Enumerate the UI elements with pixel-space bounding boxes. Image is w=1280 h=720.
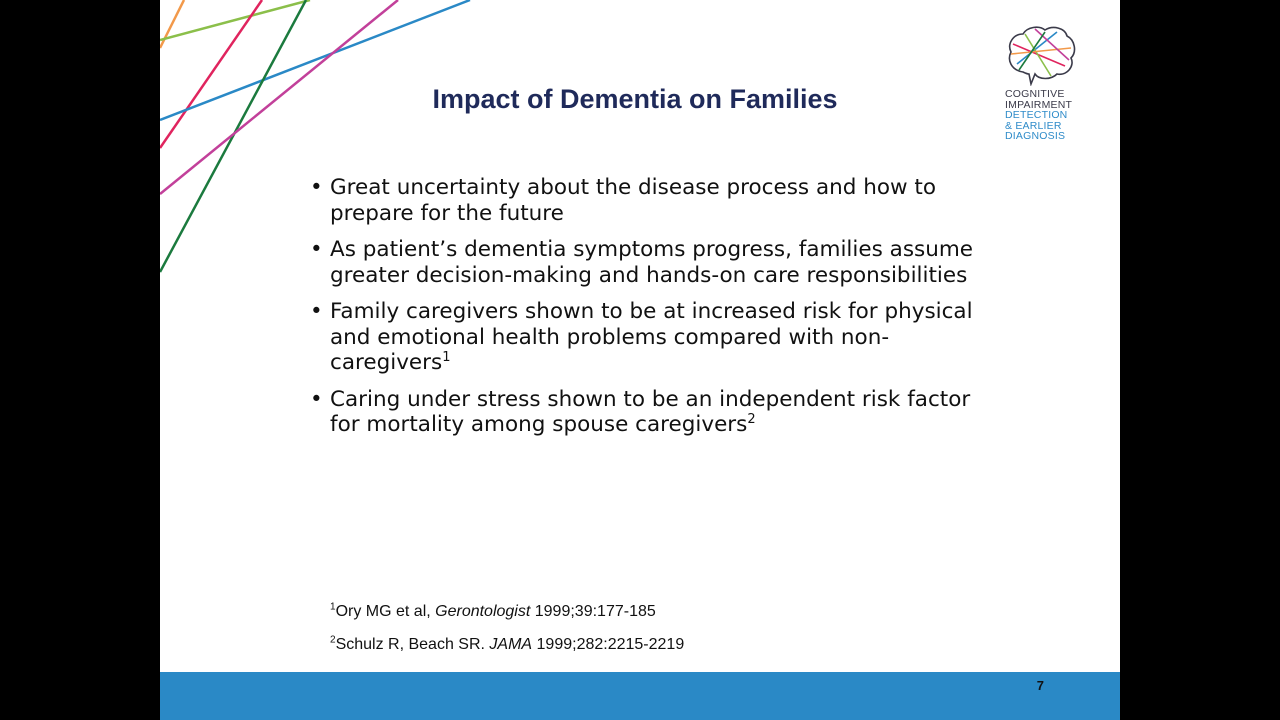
bullet-item — [308, 387, 978, 438]
reference-citation: 1999;39:177-185 — [530, 603, 656, 620]
reference-number: 1 — [330, 601, 336, 613]
bullet-text: As patient’s dementia symptoms progress, families assume greater decision-making and hands-on care responsibilities — [330, 237, 974, 288]
reference-journal: Gerontologist — [435, 603, 531, 620]
bullet-text: Great uncertainty about the disease process and how to prepare for the future — [330, 175, 937, 226]
reference-item — [330, 603, 684, 625]
slide-title: Impact of Dementia on Families — [432, 84, 838, 114]
logo-line-2: IMPAIRMENT — [1005, 98, 1073, 111]
reference-journal: JAMA — [489, 636, 533, 653]
bullet-text: Caring under stress shown to be an independent risk factor for mortality among spouse caregivers — [330, 386, 971, 437]
references — [330, 603, 684, 669]
bullet-glyph: • — [310, 175, 323, 200]
bullet-glyph: • — [310, 237, 323, 262]
reference-authors: Ory MG et al, — [335, 603, 436, 620]
bullet-glyph: • — [310, 386, 323, 412]
page-number: 7 — [1036, 678, 1044, 693]
bullet-glyph: • — [310, 299, 323, 324]
reference-citation: 1999;282:2215-2219 — [532, 636, 685, 653]
reference-number: 2 — [330, 634, 336, 646]
bullet-superscript: 2 — [747, 411, 756, 427]
logo-line-5: DIAGNOSIS — [1005, 130, 1066, 142]
bullet-list — [308, 175, 978, 449]
bullet-item — [308, 299, 978, 376]
decor-line-orange — [160, 0, 184, 48]
decor-line-red — [160, 0, 262, 148]
logo-line-1: COGNITIVE — [1005, 88, 1065, 100]
reference-item — [330, 636, 684, 658]
reference-authors: Schulz R, Beach SR. — [335, 636, 490, 653]
logo-line-4: & EARLIER — [1005, 119, 1062, 132]
slide — [160, 0, 1120, 720]
bullet-item — [308, 175, 978, 226]
bullet-text: Family caregivers shown to be at increased risk for physical and emotional health problems compared with non-caregivers — [330, 299, 973, 375]
brain-logo-icon — [1005, 24, 1077, 86]
logo-line-3: DETECTION — [1005, 109, 1068, 121]
bullet-superscript: 1 — [442, 349, 451, 365]
footer-bar — [160, 672, 1120, 720]
bullet-item — [308, 237, 978, 288]
